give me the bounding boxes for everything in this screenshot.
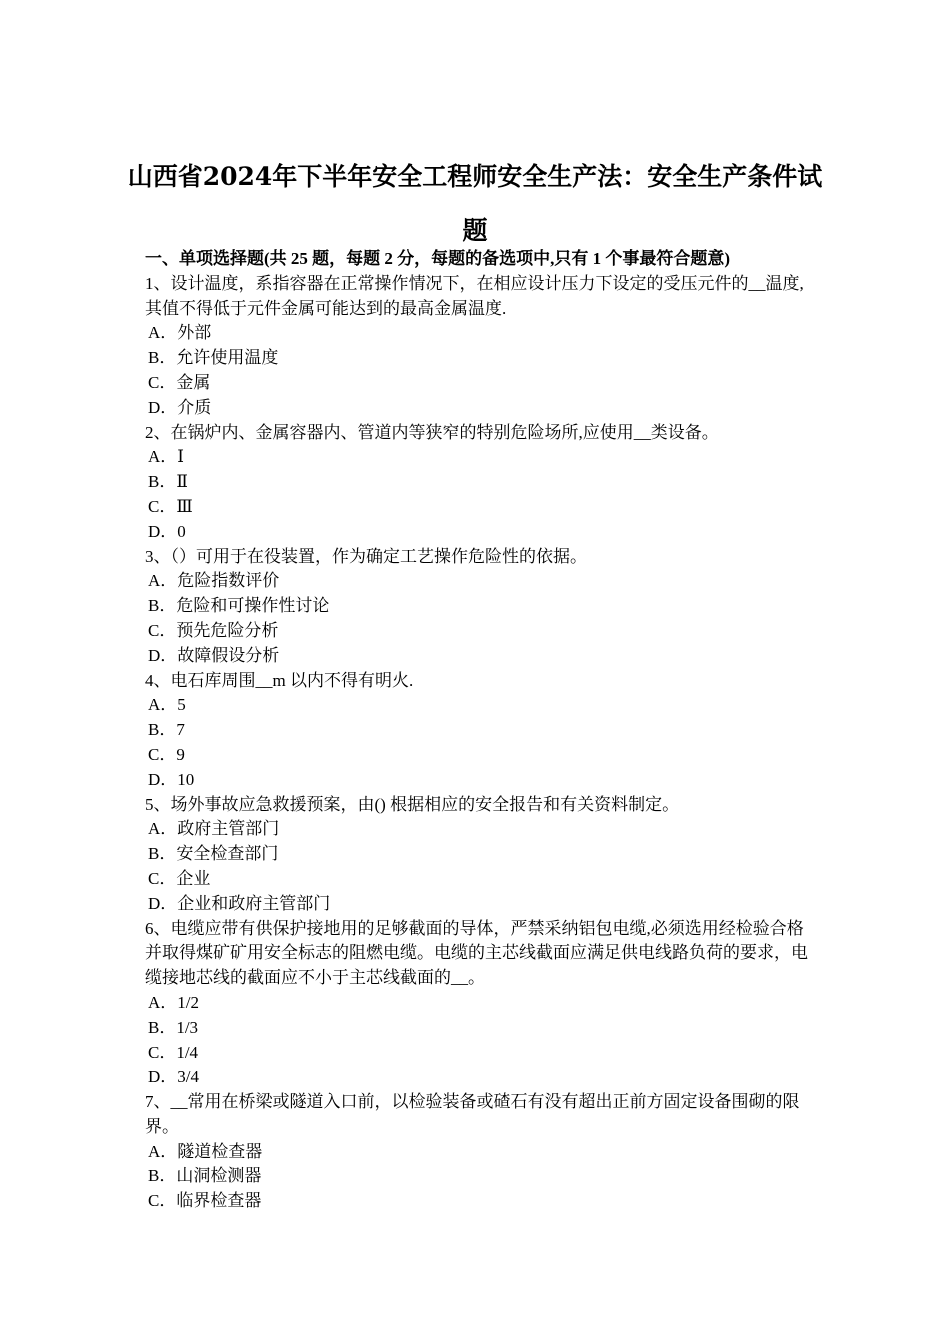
option-a: A．隧道检查器 bbox=[148, 1141, 263, 1161]
question-6 bbox=[145, 917, 810, 1091]
question-4 bbox=[145, 669, 810, 793]
question-text: 2、在锅炉内、金属容器内、管道内等狭窄的特别危险场所,应使用__类设备。 bbox=[145, 422, 719, 442]
option-c: C．1/4 bbox=[148, 1042, 199, 1062]
document-title: 山西省2024年下半年安全工程师安全生产法：安全生产条件试题 bbox=[127, 162, 823, 245]
option-a: A．5 bbox=[148, 695, 186, 715]
option-b: B．危险和可操作性讨论 bbox=[148, 596, 330, 616]
option-c: C．企业 bbox=[148, 868, 211, 888]
question-text: 6、电缆应带有供保护接地用的足够截面的导体，严禁采纳铝包电缆,必须选用经检验合格并取得煤矿矿用安全标志的阻燃电缆。电缆的主芯线截面应满足供电线路负荷的要求，电缆接地芯线的截面应不小于主芯线截面的__。 bbox=[145, 918, 808, 988]
option-b: B．安全检查部门 bbox=[148, 844, 279, 864]
option-a: A．Ⅰ bbox=[148, 447, 184, 467]
option-a: A．1/2 bbox=[148, 992, 199, 1012]
question-text: 1、设计温度，系指容器在正常操作情况下，在相应设计压力下设定的受压元件的__温度,其值不得低于元件金属可能达到的最高金属温度. bbox=[145, 273, 804, 318]
question-text: 4、电石库周围__m 以内不得有明火. bbox=[145, 670, 414, 690]
option-b: B．1/3 bbox=[148, 1017, 199, 1037]
option-d: D．介质 bbox=[148, 397, 212, 417]
question-text: 7、__常用在桥梁或隧道入口前，以检验装备或碴石有没有超出正前方固定设备围砌的限界。 bbox=[145, 1092, 800, 1136]
question-2 bbox=[145, 421, 810, 545]
option-b: B．Ⅱ bbox=[148, 472, 188, 492]
question-text: 3、（）可用于在役装置，作为确定工艺操作危险性的依据。 bbox=[145, 546, 587, 566]
section-heading: 一、单项选择题(共 25 题，每题 2 分，每题的备选项中,只有 1 个事最符合题意) bbox=[145, 249, 731, 268]
option-b: B．允许使用温度 bbox=[148, 348, 279, 368]
option-a: A．政府主管部门 bbox=[148, 819, 280, 839]
option-d: D．10 bbox=[148, 769, 195, 789]
option-d: D．故障假设分析 bbox=[148, 645, 280, 665]
option-d: D．3/4 bbox=[148, 1067, 199, 1087]
document-body bbox=[145, 247, 810, 1214]
option-a: A．危险指数评价 bbox=[148, 571, 280, 591]
question-1 bbox=[145, 272, 810, 421]
question-7 bbox=[145, 1090, 810, 1214]
option-d: D．0 bbox=[148, 521, 186, 541]
option-c: C．预先危险分析 bbox=[148, 620, 279, 640]
option-c: C．Ⅲ bbox=[148, 496, 193, 516]
option-c: C．金属 bbox=[148, 372, 211, 392]
option-a: A．外部 bbox=[148, 323, 212, 343]
question-text: 5、场外事故应急救援预案，由() 根据相应的安全报告和有关资料制定。 bbox=[145, 794, 680, 814]
option-b: B．山洞检测器 bbox=[148, 1166, 262, 1186]
option-c: C．9 bbox=[148, 744, 185, 764]
option-d: D．企业和政府主管部门 bbox=[148, 893, 331, 913]
question-3 bbox=[145, 545, 810, 669]
option-b: B．7 bbox=[148, 720, 185, 740]
option-c: C．临界检查器 bbox=[148, 1191, 262, 1211]
question-5 bbox=[145, 793, 810, 917]
